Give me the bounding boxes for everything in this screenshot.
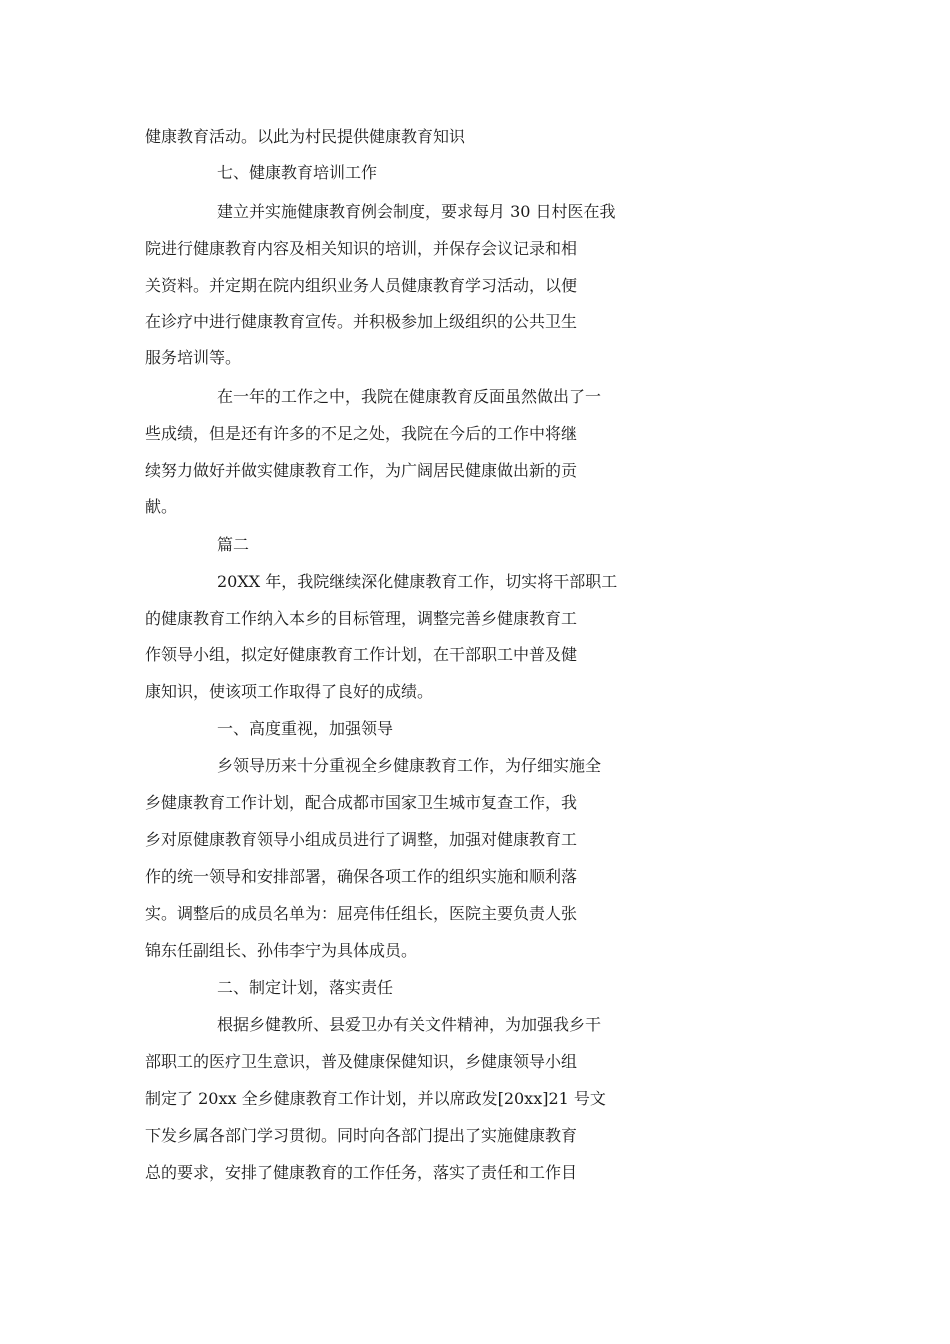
text-line: 乡对原健康教育领导小组成员进行了调整，加强对健康教育工 — [145, 830, 578, 849]
text-line: 乡健康教育工作计划，配合成都市国家卫生城市复查工作，我 — [145, 793, 578, 812]
text-line: 些成绩，但是还有许多的不足之处，我院在今后的工作中将继 — [145, 424, 578, 443]
text-line: 作领导小组，拟定好健康教育工作计划，在干部职工中普及健 — [145, 645, 578, 664]
text-line: 在诊疗中进行健康教育宣传。并积极参加上级组织的公共卫生 — [145, 312, 578, 331]
text-line: 实。调整后的成员名单为：屈亮伟任组长，医院主要负责人张 — [145, 904, 578, 923]
text-line: 的健康教育工作纳入本乡的目标管理，调整完善乡健康教育工 — [145, 609, 578, 628]
text-line: 建立并实施健康教育例会制度，要求每月 30 日村医在我 — [217, 202, 616, 221]
text-line: 献。 — [145, 497, 178, 516]
text-line: 锦东任副组长、孙伟李宁为具体成员。 — [145, 941, 418, 960]
text-line: 作的统一领导和安排部署，确保各项工作的组织实施和顺利落 — [145, 867, 578, 886]
text-line: 乡领导历来十分重视全乡健康教育工作，为仔细实施全 — [217, 756, 602, 775]
text-line: 服务培训等。 — [145, 348, 242, 367]
section-heading: 七、健康教育培训工作 — [217, 163, 378, 182]
text-line: 部职工的医疗卫生意识，普及健康保健知识，乡健康领导小组 — [145, 1052, 578, 1071]
section-heading: 篇二 — [217, 535, 250, 554]
text-line: 20XX 年，我院继续深化健康教育工作，切实将干部职工 — [217, 572, 618, 591]
text-line: 关资料。并定期在院内组织业务人员健康教育学习活动，以便 — [145, 276, 578, 295]
text-line: 根据乡健教所、县爱卫办有关文件精神，为加强我乡干 — [217, 1015, 602, 1034]
text-line: 制定了 20xx 全乡健康教育工作计划，并以席政发[20xx]21 号文 — [145, 1089, 606, 1108]
text-line: 下发乡属各部门学习贯彻。同时向各部门提出了实施健康教育 — [145, 1126, 578, 1145]
text-line: 总的要求，安排了健康教育的工作任务，落实了责任和工作目 — [145, 1163, 578, 1182]
text-line: 院进行健康教育内容及相关知识的培训，并保存会议记录和相 — [145, 239, 578, 258]
text-line: 在一年的工作之中，我院在健康教育反面虽然做出了一 — [217, 387, 602, 406]
text-line: 续努力做好并做实健康教育工作，为广阔居民健康做出新的贡 — [145, 461, 578, 480]
section-heading: 二、制定计划，落实责任 — [217, 978, 394, 997]
text-line: 健康教育活动。以此为村民提供健康教育知识 — [145, 127, 466, 146]
section-heading: 一、高度重视，加强领导 — [217, 719, 394, 738]
text-line: 康知识，使该项工作取得了良好的成绩。 — [145, 682, 434, 701]
